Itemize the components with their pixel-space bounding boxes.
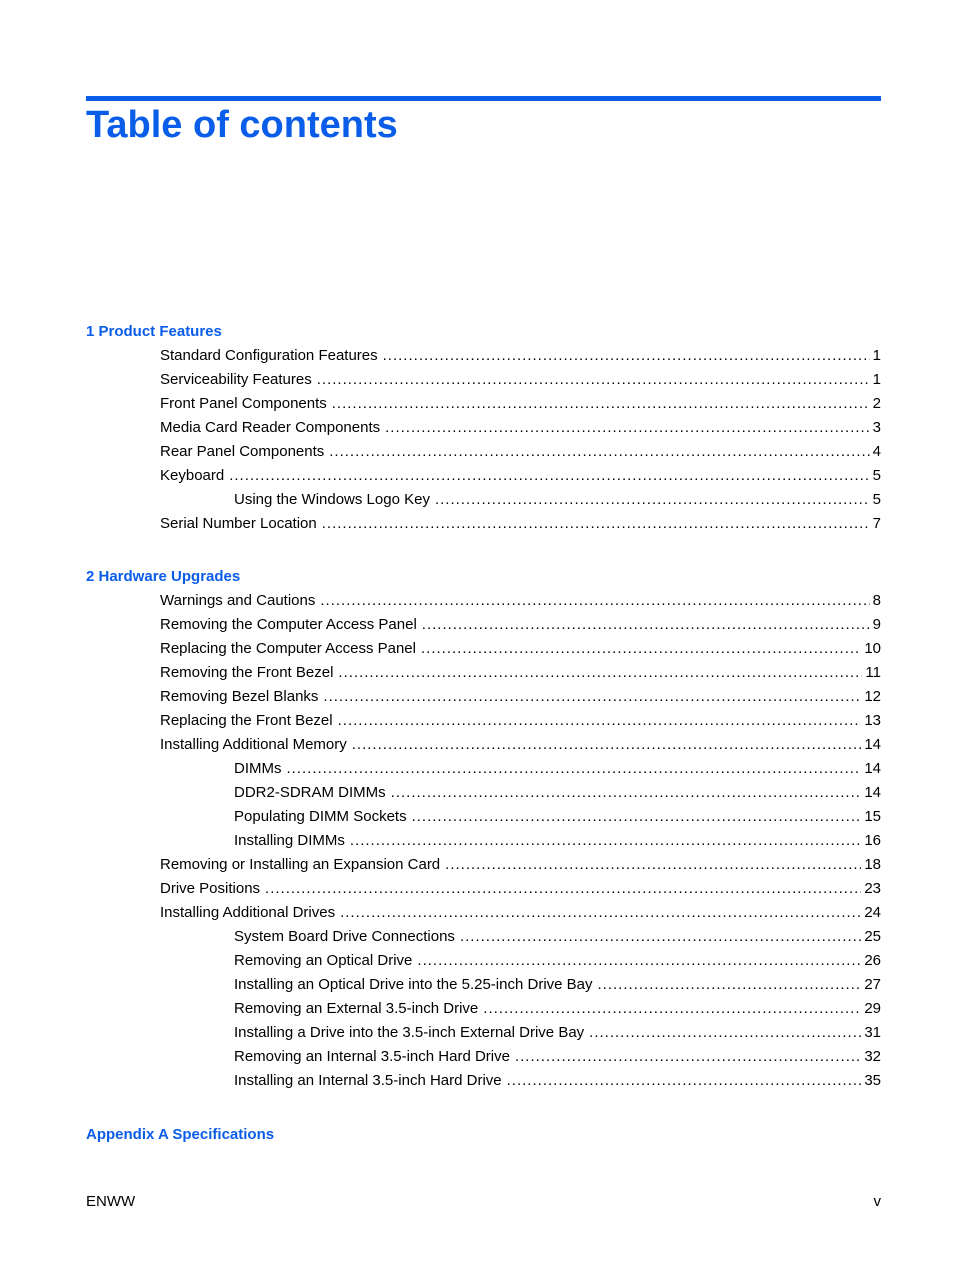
toc-entry-label: DIMMs (234, 760, 282, 777)
toc-entry-label: Populating DIMM Sockets (234, 808, 407, 825)
toc-entry[interactable] (86, 853, 881, 877)
toc-entry-page: 26 (864, 952, 881, 969)
toc-entry-page: 13 (864, 712, 881, 729)
toc-entry-page: 32 (864, 1048, 881, 1065)
toc-entry-label: Media Card Reader Components (160, 419, 381, 436)
toc-entry[interactable] (86, 613, 881, 637)
toc-subentry[interactable] (86, 805, 881, 829)
toc-entry-page: 16 (864, 832, 881, 849)
toc-entry[interactable] (86, 464, 881, 488)
toc-entry-page: 2 (872, 395, 881, 412)
toc-entry-page: 14 (864, 784, 881, 801)
toc-entry-page: 12 (864, 688, 881, 705)
toc-entry-label: Installing DIMMs (234, 832, 345, 849)
toc-entry-label: Rear Panel Components (160, 443, 325, 460)
toc-entry-label: Serviceability Features (160, 371, 312, 388)
dot-leader (445, 853, 861, 877)
toc-heading-link[interactable]: 1 Product Features (86, 323, 222, 340)
title-rule (86, 96, 881, 101)
toc-entry-page: 10 (864, 640, 881, 657)
dot-leader (329, 440, 869, 464)
dot-leader (422, 613, 870, 637)
footer-doc-code: ENWW (86, 1193, 136, 1210)
dot-leader (352, 733, 862, 757)
dot-leader (323, 685, 861, 709)
toc-entry[interactable] (86, 877, 881, 901)
toc-entry-label: Removing an Internal 3.5-inch Hard Drive (234, 1048, 510, 1065)
toc-entry[interactable] (86, 661, 881, 685)
toc-section-specifications (86, 1123, 881, 1147)
toc-entry-page: 23 (864, 880, 881, 897)
toc-entry-page: 15 (864, 808, 881, 825)
toc-heading-link[interactable]: 2 Hardware Upgrades (86, 568, 241, 585)
toc-entry-page: 27 (864, 976, 881, 993)
toc-entry-page: 31 (864, 1024, 881, 1041)
toc-entry[interactable] (86, 392, 881, 416)
dot-leader (589, 1021, 861, 1045)
toc-subentry[interactable] (86, 949, 881, 973)
dot-leader (515, 1045, 861, 1069)
toc-entry-label: Keyboard (160, 467, 225, 484)
toc-entry-label: DDR2-SDRAM DIMMs (234, 784, 386, 801)
dot-leader (338, 661, 862, 685)
toc-section-product-features (86, 320, 881, 536)
dot-leader (229, 464, 869, 488)
toc-entry-label: Standard Configuration Features (160, 347, 378, 364)
toc-entry-label: Removing an Optical Drive (234, 952, 413, 969)
toc-entry-page: 5 (872, 491, 881, 508)
footer-page-number: v (873, 1193, 881, 1210)
toc-entry[interactable] (86, 901, 881, 925)
toc-entry-page: 14 (864, 736, 881, 753)
toc-subentry[interactable] (86, 925, 881, 949)
toc-entry-page: 35 (864, 1072, 881, 1089)
toc-entry[interactable] (86, 344, 881, 368)
toc-entry-page: 3 (872, 419, 881, 436)
dot-leader (435, 488, 870, 512)
page-title: Table of contents (86, 104, 398, 146)
toc-entry-page: 1 (872, 347, 881, 364)
dot-leader (391, 781, 862, 805)
dot-leader (350, 829, 861, 853)
toc-entry-page: 5 (872, 467, 881, 484)
dot-leader (332, 392, 870, 416)
toc-heading-link[interactable]: Appendix A Specifications (86, 1126, 275, 1143)
toc-entry[interactable] (86, 512, 881, 536)
toc-entry-label: Front Panel Components (160, 395, 327, 412)
toc-entry-page: 24 (864, 904, 881, 921)
dot-leader (338, 709, 862, 733)
dot-leader (265, 877, 861, 901)
toc-entry-label: Warnings and Cautions (160, 592, 316, 609)
toc-subentry[interactable] (86, 488, 881, 512)
dot-leader (385, 416, 870, 440)
toc-entry-label: Removing the Front Bezel (160, 664, 334, 681)
dot-leader (483, 997, 861, 1021)
toc-entry-page: 4 (872, 443, 881, 460)
toc-entry-page: 9 (872, 616, 881, 633)
toc-entry[interactable] (86, 685, 881, 709)
toc-entry-page: 1 (872, 371, 881, 388)
toc-subentry[interactable] (86, 1045, 881, 1069)
dot-leader (383, 344, 870, 368)
dot-leader (507, 1069, 862, 1093)
toc-entry[interactable] (86, 416, 881, 440)
dot-leader (322, 512, 870, 536)
toc-entry[interactable] (86, 733, 881, 757)
page-footer (86, 1190, 881, 1214)
toc-entry-label: Installing an Optical Drive into the 5.25-inch Drive Bay (234, 976, 593, 993)
toc-entry[interactable] (86, 440, 881, 464)
toc-subentry[interactable] (86, 973, 881, 997)
toc-subentry[interactable] (86, 1069, 881, 1093)
toc-entry-label: Installing Additional Drives (160, 904, 336, 921)
toc-section-hardware-upgrades (86, 565, 881, 1093)
dot-leader (421, 637, 861, 661)
dot-leader (320, 589, 869, 613)
toc-entry-label: Installing Additional Memory (160, 736, 347, 753)
toc-entry-page: 14 (864, 760, 881, 777)
toc-subentry[interactable] (86, 1021, 881, 1045)
toc-subentry[interactable] (86, 829, 881, 853)
toc-entry[interactable] (86, 589, 881, 613)
toc-entry[interactable] (86, 637, 881, 661)
toc-entry-label: Replacing the Front Bezel (160, 712, 333, 729)
toc-entry-page: 11 (865, 664, 881, 681)
toc-entry-label: Serial Number Location (160, 515, 317, 532)
toc-entry[interactable] (86, 368, 881, 392)
toc-entry-label: Using the Windows Logo Key (234, 491, 430, 508)
toc-subentry[interactable] (86, 781, 881, 805)
toc-subentry[interactable] (86, 757, 881, 781)
toc-entry-label: Drive Positions (160, 880, 261, 897)
toc-entry[interactable] (86, 709, 881, 733)
toc-entry-label: System Board Drive Connections (234, 928, 455, 945)
toc-entry-label: Removing an External 3.5-inch Drive (234, 1000, 479, 1017)
toc-entry-page: 7 (872, 515, 881, 532)
toc-entry-label: Removing the Computer Access Panel (160, 616, 417, 633)
toc-entry-page: 25 (864, 928, 881, 945)
toc-entry-page: 8 (872, 592, 881, 609)
dot-leader (340, 901, 861, 925)
dot-leader (417, 949, 861, 973)
toc-entry-label: Removing or Installing an Expansion Card (160, 856, 441, 873)
toc-entry-label: Replacing the Computer Access Panel (160, 640, 416, 657)
dot-leader (598, 973, 862, 997)
dot-leader (460, 925, 861, 949)
toc-entry-page: 29 (864, 1000, 881, 1017)
dot-leader (287, 757, 862, 781)
toc-entry-page: 18 (864, 856, 881, 873)
toc-subentry[interactable] (86, 997, 881, 1021)
dot-leader (317, 368, 870, 392)
toc-entry-label: Installing an Internal 3.5-inch Hard Drive (234, 1072, 502, 1089)
toc-entry-label: Removing Bezel Blanks (160, 688, 319, 705)
dot-leader (412, 805, 862, 829)
toc-entry-label: Installing a Drive into the 3.5-inch External Drive Bay (234, 1024, 585, 1041)
